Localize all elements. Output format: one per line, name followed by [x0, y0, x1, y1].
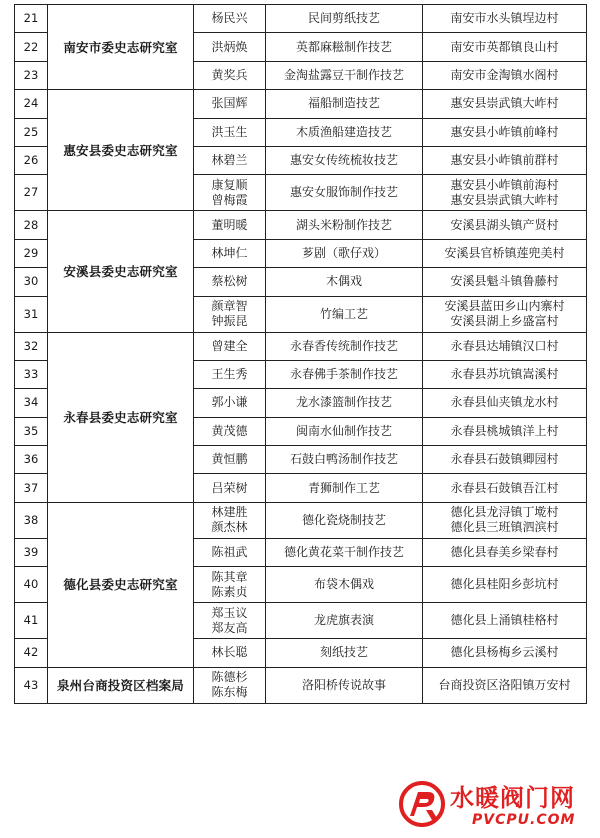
project-name: 惠安女传统梳妆技艺 [266, 146, 423, 174]
document-sheet [14, 4, 586, 704]
inheritor-name: 林建胜 [211, 505, 248, 520]
table-row [15, 211, 587, 239]
location [423, 61, 587, 89]
inheritor-name: 钟振昆 [211, 314, 248, 329]
project-name: 湖头米粉制作技艺 [266, 211, 423, 239]
project-name: 刻纸技艺 [266, 639, 423, 667]
project-name: 木偶戏 [266, 268, 423, 296]
project-name: 金淘盐露豆干制作技艺 [266, 61, 423, 89]
heritage-table [14, 4, 587, 704]
unit-name: 安溪县委史志研究室 [48, 211, 194, 332]
location [423, 175, 587, 211]
inheritor-name: 黄奖兵 [211, 67, 248, 82]
inheritor-names [194, 239, 266, 267]
location-line: 台商投资区洛阳镇万安村 [438, 677, 571, 692]
inheritor-name: 颜杰林 [211, 520, 248, 535]
project-name: 龙水漆篮制作技艺 [266, 389, 423, 417]
watermark [398, 776, 598, 836]
inheritor-names [194, 360, 266, 388]
row-number: 36 [15, 446, 48, 474]
location-line: 永春县达埔镇汉口村 [450, 338, 559, 353]
row-number: 27 [15, 175, 48, 211]
row-number: 39 [15, 538, 48, 566]
row-number: 37 [15, 474, 48, 502]
inheritor-name: 颜章智 [211, 299, 248, 314]
inheritor-name: 郭小谦 [211, 395, 248, 410]
location [423, 5, 587, 33]
location-line: 惠安县小岞镇前峰村 [450, 124, 559, 139]
location [423, 146, 587, 174]
location [423, 639, 587, 667]
location-line: 永春县石鼓镇吾江村 [450, 480, 559, 495]
location-line: 安溪县蓝田乡山内寨村 [444, 299, 565, 314]
project-name: 德化瓷烧制技艺 [266, 502, 423, 538]
row-number: 41 [15, 603, 48, 639]
row-number: 38 [15, 502, 48, 538]
pv-logo-icon [398, 780, 446, 828]
inheritor-name: 郑友高 [211, 620, 248, 635]
inheritor-name: 陈东梅 [211, 685, 248, 700]
watermark-brand: 水暖阀门网 [450, 784, 575, 812]
project-name: 惠安女服饰制作技艺 [266, 175, 423, 211]
project-name: 龙虎旗表演 [266, 603, 423, 639]
inheritor-names [194, 146, 266, 174]
watermark-site: PVCPU.COM [472, 812, 576, 828]
table-row [15, 502, 587, 538]
inheritor-names [194, 296, 266, 332]
location [423, 667, 587, 703]
inheritor-names [194, 502, 266, 538]
unit-name: 德化县委史志研究室 [48, 502, 194, 667]
inheritor-names [194, 90, 266, 118]
unit-name: 惠安县委史志研究室 [48, 90, 194, 211]
row-number: 22 [15, 33, 48, 61]
row-number: 29 [15, 239, 48, 267]
row-number: 32 [15, 332, 48, 360]
row-number: 42 [15, 639, 48, 667]
location [423, 360, 587, 388]
inheritor-names [194, 118, 266, 146]
inheritor-name: 陈素贞 [211, 584, 248, 599]
location-line: 惠安县崇武镇大岞村 [450, 192, 559, 207]
inheritor-name: 康复顺 [211, 177, 248, 192]
location [423, 603, 587, 639]
location-line: 南安市金淘镇水阁村 [450, 67, 559, 82]
inheritor-names [194, 33, 266, 61]
inheritor-name: 林长聪 [211, 645, 248, 660]
location-line: 安溪县官桥镇莲兜美村 [444, 245, 565, 260]
location-line: 惠安县崇武镇大岞村 [450, 96, 559, 111]
inheritor-name: 林碧兰 [211, 153, 248, 168]
unit-name: 南安市委史志研究室 [48, 5, 194, 90]
inheritor-name: 洪炳焕 [211, 39, 248, 54]
project-name: 永春香传统制作技艺 [266, 332, 423, 360]
inheritor-name: 曾建全 [211, 338, 248, 353]
table-row [15, 5, 587, 33]
location-line: 永春县桃城镇洋上村 [450, 423, 559, 438]
row-number: 23 [15, 61, 48, 89]
inheritor-name: 吕荣树 [211, 480, 248, 495]
location [423, 538, 587, 566]
location-line: 德化县杨梅乡云溪村 [450, 645, 559, 660]
row-number: 31 [15, 296, 48, 332]
inheritor-names [194, 389, 266, 417]
location-line: 德化县上涌镇桂格村 [450, 613, 559, 628]
project-name: 布袋木偶戏 [266, 567, 423, 603]
inheritor-name: 曾梅霞 [211, 192, 248, 207]
location [423, 567, 587, 603]
location-line: 南安市水头镇埕边村 [450, 11, 559, 26]
inheritor-name: 杨民兴 [211, 11, 248, 26]
project-name: 竹编工艺 [266, 296, 423, 332]
inheritor-name: 王生秀 [211, 367, 248, 382]
location-line: 德化县桂阳乡彭坑村 [450, 577, 559, 592]
project-name: 闽南水仙制作技艺 [266, 417, 423, 445]
inheritor-name: 陈其章 [211, 569, 248, 584]
row-number: 34 [15, 389, 48, 417]
location-line: 德化县三班镇泗滨村 [450, 520, 559, 535]
inheritor-names [194, 417, 266, 445]
project-name: 英都麻糍制作技艺 [266, 33, 423, 61]
location [423, 90, 587, 118]
location-line: 德化县龙浔镇丁墘村 [450, 505, 559, 520]
location [423, 118, 587, 146]
inheritor-name: 董明暖 [211, 217, 248, 232]
project-name: 民间剪纸技艺 [266, 5, 423, 33]
inheritor-names [194, 446, 266, 474]
inheritor-names [194, 175, 266, 211]
location [423, 389, 587, 417]
inheritor-name: 黄恒鹏 [211, 452, 248, 467]
location-line: 永春县仙夹镇龙水村 [450, 395, 559, 410]
project-name: 福船制造技艺 [266, 90, 423, 118]
location [423, 332, 587, 360]
row-number: 28 [15, 211, 48, 239]
project-name: 德化黄花菜干制作技艺 [266, 538, 423, 566]
row-number: 25 [15, 118, 48, 146]
location [423, 211, 587, 239]
inheritor-names [194, 5, 266, 33]
location-line: 安溪县湖上乡盛富村 [450, 314, 559, 329]
location [423, 268, 587, 296]
location-line: 惠安县小岞镇前海村 [450, 177, 559, 192]
inheritor-name: 洪玉生 [211, 124, 248, 139]
project-name: 石鼓白鸭汤制作技艺 [266, 446, 423, 474]
inheritor-names [194, 603, 266, 639]
inheritor-name: 陈德杉 [211, 670, 248, 685]
row-number: 24 [15, 90, 48, 118]
project-name: 青狮制作工艺 [266, 474, 423, 502]
unit-name: 永春县委史志研究室 [48, 332, 194, 502]
location [423, 502, 587, 538]
location-line: 惠安县小岞镇前群村 [450, 153, 559, 168]
inheritor-names [194, 474, 266, 502]
location [423, 296, 587, 332]
location [423, 446, 587, 474]
row-number: 40 [15, 567, 48, 603]
inheritor-names [194, 268, 266, 296]
inheritor-names [194, 639, 266, 667]
location-line: 德化县春美乡梁春村 [450, 545, 559, 560]
table-row [15, 667, 587, 703]
project-name: 芗剧（歌仔戏） [266, 239, 423, 267]
row-number: 21 [15, 5, 48, 33]
inheritor-name: 黄茂德 [211, 423, 248, 438]
table-row [15, 332, 587, 360]
location-line: 永春县石鼓镇卿园村 [450, 452, 559, 467]
inheritor-names [194, 567, 266, 603]
location-line: 永春县苏坑镇嵩溪村 [450, 367, 559, 382]
location [423, 417, 587, 445]
location [423, 33, 587, 61]
inheritor-names [194, 332, 266, 360]
location-line: 安溪县湖头镇产贤村 [450, 217, 559, 232]
inheritor-name: 蔡松树 [211, 274, 248, 289]
location-line: 安溪县魁斗镇鲁藤村 [450, 274, 559, 289]
unit-name: 泉州台商投资区档案局 [48, 667, 194, 703]
inheritor-names [194, 211, 266, 239]
inheritor-names [194, 538, 266, 566]
row-number: 43 [15, 667, 48, 703]
location [423, 474, 587, 502]
project-name: 永春佛手茶制作技艺 [266, 360, 423, 388]
location-line: 南安市英都镇良山村 [450, 39, 559, 54]
inheritor-names [194, 667, 266, 703]
table-row [15, 90, 587, 118]
inheritor-name: 林坤仁 [211, 245, 248, 260]
row-number: 33 [15, 360, 48, 388]
inheritor-names [194, 61, 266, 89]
inheritor-name: 张国辉 [211, 96, 248, 111]
row-number: 30 [15, 268, 48, 296]
table-body [15, 5, 587, 704]
inheritor-name: 郑玉议 [211, 605, 248, 620]
location [423, 239, 587, 267]
row-number: 35 [15, 417, 48, 445]
project-name: 木质渔船建造技艺 [266, 118, 423, 146]
inheritor-name: 陈祖武 [211, 545, 248, 560]
row-number: 26 [15, 146, 48, 174]
project-name: 洛阳桥传说故事 [266, 667, 423, 703]
